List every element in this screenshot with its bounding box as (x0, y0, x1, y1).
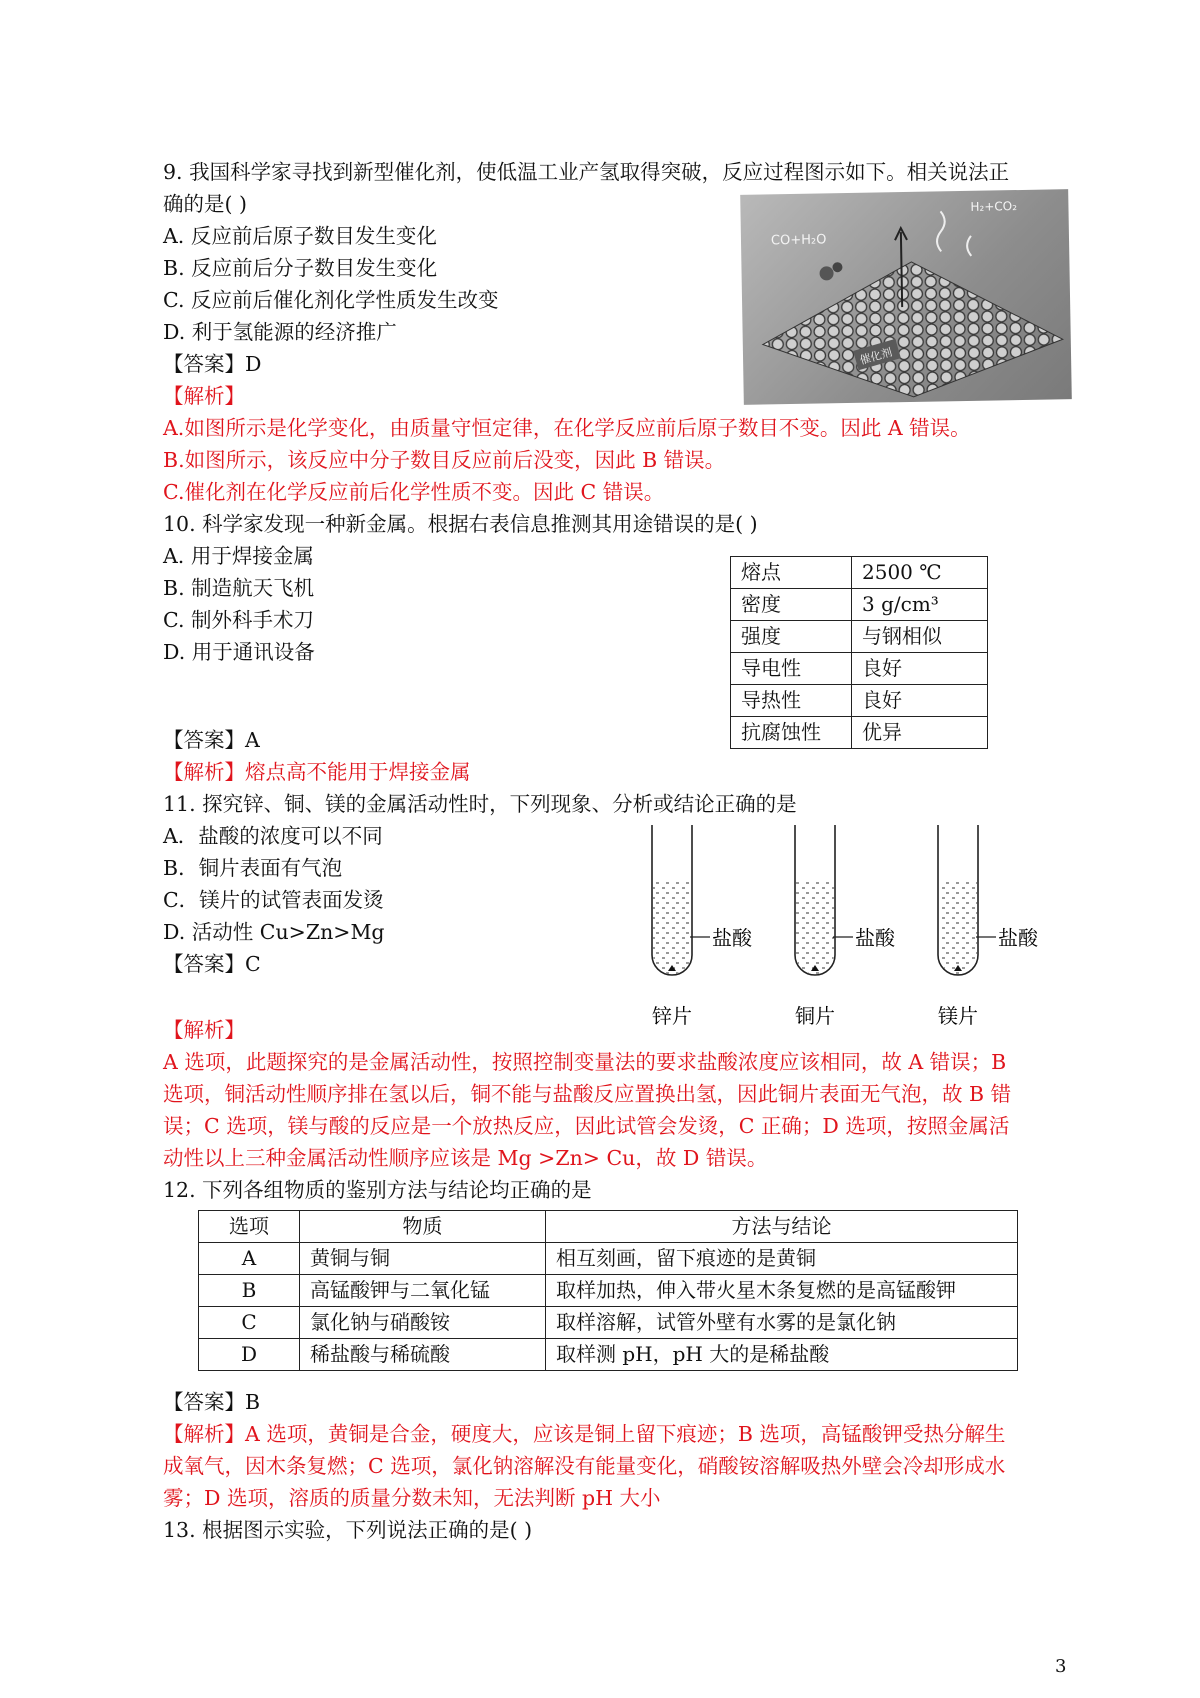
q12-answer (163, 1386, 260, 1418)
answer-label: 【答案】 (163, 352, 245, 376)
q12-analysis-line2: 成氧气，因木条复燃；C 选项，氯化钠溶解没有能量变化，硝酸铵溶解吸热外壁会冷却形成水 (163, 1454, 1006, 1478)
q10-option-d: D. 用于通讯设备 (163, 640, 315, 664)
q11-analysis-label: 【解析】 (163, 1018, 245, 1042)
row-substance: 氯化钠与硝酸铵 (300, 1307, 546, 1339)
answer-label: 【答案】 (163, 728, 245, 752)
identification-table (198, 1210, 1018, 1371)
q10-option-b: B. 制造航天飞机 (163, 576, 315, 600)
page-number: 3 (1055, 1656, 1067, 1677)
property-value: 2500 ℃ (852, 557, 988, 589)
q9-analysis-label: 【解析】 (163, 384, 245, 408)
reactants-label: CO+H₂O (770, 232, 827, 249)
q10-stem: 10. 科学家发现一种新金属。根据右表信息推测其用途错误的是( ) (163, 512, 758, 536)
q11-stem: 11. 探究锌、铜、镁的金属活动性时，下列现象、分析或结论正确的是 (163, 792, 797, 816)
q11-option-b: B．铜片表面有气泡 (163, 856, 343, 880)
row-method: 相互刻画，留下痕迹的是黄铜 (546, 1243, 1018, 1275)
q9-analysis-line2: B.如图所示，该反应中分子数目反应前后没变，因此 B 错误。 (163, 448, 726, 472)
table-row (731, 717, 988, 749)
table-row (731, 621, 988, 653)
table-row (731, 685, 988, 717)
q11-option-a: A．盐酸的浓度可以不同 (163, 824, 383, 848)
acid-label: 盐酸 (998, 926, 1038, 950)
q11-analysis-line3: 误；C 选项，镁与酸的反应是一个放热反应，因此试管会发烫，C 正确；D 选项，按照金属活 (163, 1114, 1010, 1138)
analysis-text: A 选项，黄铜是合金，硬度大，应该是铜上留下痕迹；B 选项，高锰酸钾受热分解生 (245, 1422, 1006, 1446)
magnesium-tube (938, 825, 1039, 1028)
q10-analysis (163, 756, 471, 788)
q11-option-d: D. 活动性 Cu>Zn>Mg (163, 920, 385, 944)
property-value: 与钢相似 (852, 621, 988, 653)
table-row (199, 1275, 1018, 1307)
row-method: 取样溶解，试管外壁有水雾的是氯化钠 (546, 1307, 1018, 1339)
property-value: 优异 (852, 717, 988, 749)
q10-answer (163, 724, 260, 756)
test-tubes-diagram (640, 825, 1050, 1040)
property-value: 良好 (852, 685, 988, 717)
q9-option-a: A. 反应前后原子数目发生变化 (163, 224, 437, 248)
q10-option-a: A. 用于焊接金属 (163, 544, 314, 568)
property-name: 熔点 (731, 557, 852, 589)
property-name: 导电性 (731, 653, 852, 685)
property-value: 3 g/cm³ (852, 589, 988, 621)
property-name: 密度 (731, 589, 852, 621)
zinc-tube (652, 825, 753, 1028)
table-row (199, 1307, 1018, 1339)
q12-analysis-line3: 雾；D 选项，溶质的质量分数未知，无法判断 pH 大小 (163, 1486, 661, 1510)
answer-label: 【答案】 (163, 1390, 245, 1414)
acid-label: 盐酸 (712, 926, 752, 950)
property-name: 强度 (731, 621, 852, 653)
catalyst-label: 催化剂 (858, 345, 894, 368)
q12-stem: 12. 下列各组物质的鉴别方法与结论均正确的是 (163, 1178, 592, 1202)
header-option: 选项 (199, 1211, 300, 1243)
property-value: 良好 (852, 653, 988, 685)
q11-analysis-line2: 选项，铜活动性顺序排在氢以后，铜不能与盐酸反应置换出氢，因此铜片表面无气泡，故 B 错 (163, 1082, 1012, 1106)
zinc-label: 锌片 (652, 1004, 692, 1028)
table-row (731, 589, 988, 621)
copper-label: 铜片 (795, 1004, 835, 1028)
row-method: 取样测 pH，pH 大的是稀盐酸 (546, 1339, 1018, 1371)
row-option: D (199, 1339, 300, 1371)
q9-analysis-line1: A.如图所示是化学变化，由质量守恒定律，在化学反应前后原子数目不变。因此 A 错误。 (163, 416, 971, 440)
q13-stem: 13. 根据图示实验，下列说法正确的是( ) (163, 1518, 533, 1542)
q9-option-c: C. 反应前后催化剂化学性质发生改变 (163, 288, 499, 312)
table-row (731, 557, 988, 589)
table-row (731, 653, 988, 685)
analysis-text: 熔点高不能用于焊接金属 (245, 760, 471, 784)
acid-label: 盐酸 (855, 926, 895, 950)
q11-answer (163, 948, 261, 980)
row-substance: 稀盐酸与稀硫酸 (300, 1339, 546, 1371)
test-tubes-figure (640, 825, 1050, 1040)
header-method: 方法与结论 (546, 1211, 1018, 1243)
q9-option-b: B. 反应前后分子数目发生变化 (163, 256, 438, 280)
catalyst-reaction-photo (740, 189, 1072, 405)
header-substance: 物质 (300, 1211, 546, 1243)
copper-tube (795, 825, 896, 1028)
row-method: 取样加热，伸入带火星木条复燃的是高锰酸钾 (546, 1275, 1018, 1307)
table-header-row (199, 1211, 1018, 1243)
q9-analysis-line3: C.催化剂在化学反应前后化学性质不变。因此 C 错误。 (163, 480, 665, 504)
answer-value: A (245, 728, 260, 752)
q9-answer (163, 348, 261, 380)
answer-value: C (245, 952, 261, 976)
q11-analysis-line1: A 选项，此题探究的是金属活动性，按照控制变量法的要求盐酸浓度应该相同，故 A 错误；B (163, 1050, 1007, 1074)
row-option: B (199, 1275, 300, 1307)
property-name: 抗腐蚀性 (731, 717, 852, 749)
q11-option-c: C．镁片的试管表面发烫 (163, 888, 384, 912)
row-substance: 高锰酸钾与二氧化锰 (300, 1275, 546, 1307)
answer-label: 【答案】 (163, 952, 245, 976)
q9-stem-line2: 确的是( ) (163, 192, 248, 216)
q9-stem-line1: 9. 我国科学家寻找到新型催化剂，使低温工业产氢取得突破，反应过程图示如下。相关说法正 (163, 160, 1010, 184)
analysis-label: 【解析】 (163, 760, 245, 784)
catalyst-illustration (740, 189, 1072, 405)
row-substance: 黄铜与铜 (300, 1243, 546, 1275)
q12-analysis-line1 (163, 1418, 1005, 1450)
row-option: A (199, 1243, 300, 1275)
answer-value: B (245, 1390, 261, 1414)
table-row (199, 1339, 1018, 1371)
property-name: 导热性 (731, 685, 852, 717)
q11-analysis-line4: 动性以上三种金属活动性顺序应该是 Mg >Zn> Cu，故 D 错误。 (163, 1146, 768, 1170)
answer-value: D (245, 352, 262, 376)
metal-properties-table (730, 556, 988, 749)
q10-option-c: C. 制外科手术刀 (163, 608, 314, 632)
magnesium-label: 镁片 (938, 1004, 978, 1028)
analysis-label: 【解析】 (163, 1422, 245, 1446)
products-label: H₂+CO₂ (970, 199, 1018, 214)
table-row (199, 1243, 1018, 1275)
q9-option-d: D. 利于氢能源的经济推广 (163, 320, 397, 344)
row-option: C (199, 1307, 300, 1339)
